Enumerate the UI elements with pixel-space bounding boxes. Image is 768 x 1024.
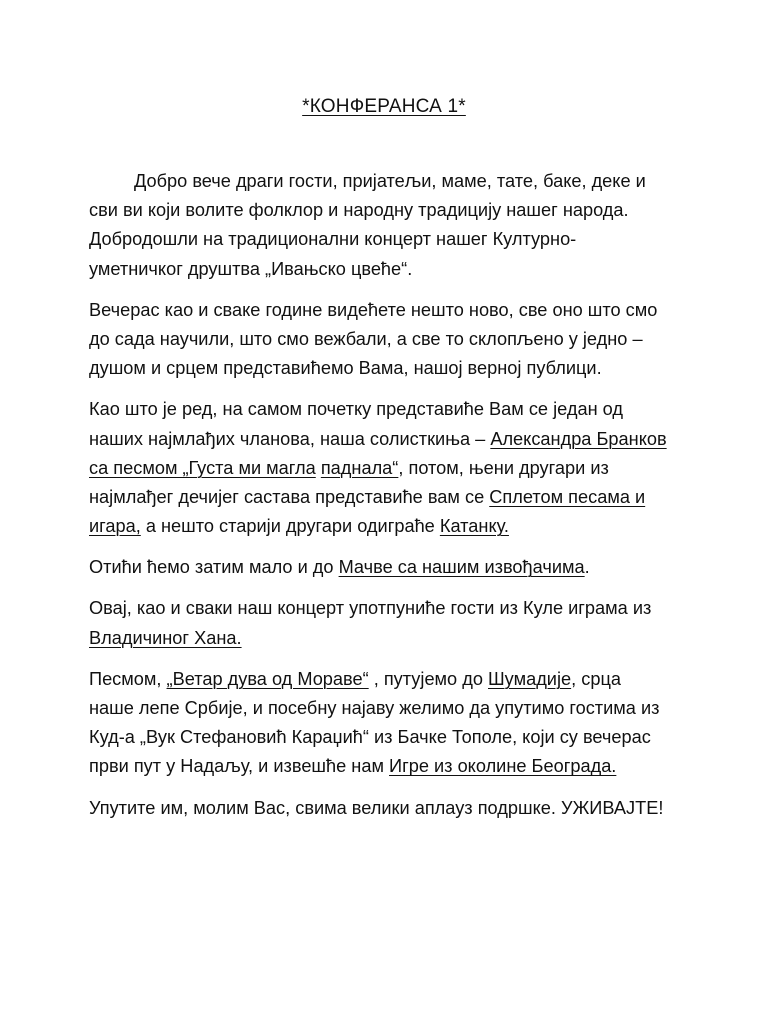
text-line: Овај, као и сваки наш концерт употпуниће гости из Куле играма из — [89, 598, 652, 619]
song-title-part: са песмом „Густа ми магла — [89, 457, 316, 478]
text-line: наших најмлађих чланова, наша солисткиња – Александра Бранков — [89, 428, 667, 449]
text-line: до сада научили, што смо вежбали, а све то склопљено у једно – — [89, 328, 643, 349]
paragraph-tonight — [89, 296, 689, 384]
document-title: *КОНФЕРАНСА 1* — [302, 96, 466, 117]
paragraph-greeting — [89, 167, 689, 284]
paragraph-youngest-members — [89, 395, 689, 541]
performance-title: игара, — [89, 516, 141, 537]
text-line: Добродошли на традиционални концерт нашег Културно- — [89, 229, 577, 250]
region-name: Шумадије — [488, 668, 572, 689]
paragraph-macva — [89, 553, 689, 582]
text-line: најмлађег дечијег састава представиће вам се Сплетом песама и — [89, 486, 646, 507]
text-line: Као што је ред, на самом почетку представиће Вам се један од — [89, 399, 624, 420]
text-line: Добро вече драги гости, пријатељи, маме, тате, баке, деке и — [134, 171, 646, 191]
performer-name: Александра Бранков — [490, 428, 667, 449]
text-line — [89, 624, 689, 653]
paragraph-applause — [89, 794, 689, 823]
text-line: са песмом „Густа ми магла паднала“, потом, њени другари из — [89, 457, 609, 478]
performance-title: Сплетом песама и — [489, 486, 646, 507]
performance-title: Игре из околине Београда. — [389, 756, 617, 777]
performance-title: Владичиног Хана. — [89, 627, 242, 648]
text-line: сви ви који волите фолклор и народну традицију нашег народа. — [89, 200, 629, 221]
text-line: наше лепе Србије, и посебну најаву желимо да упутимо гостима из — [89, 698, 660, 718]
song-title: „Ветар дува од Мораве“ — [166, 668, 369, 689]
document-body — [89, 167, 689, 835]
performance-title: Мачве са нашим извођачима — [338, 557, 585, 578]
song-title-part: паднала“ — [320, 457, 399, 478]
text-line: Куд-а „Вук Стефановић Караџић“ из Бачке Тополе, који су вечерас — [89, 727, 651, 748]
text-line: Песмом, „Ветар дува од Мораве“ , путујемо до Шумадије, срца — [89, 668, 621, 689]
text-line: Отићи ћемо затим мало и до Мачве са нашим извођачима. — [89, 557, 590, 578]
paragraph-sumadija — [89, 665, 689, 782]
text-line: игара, а нешто старији другари одиграће Катанку. — [89, 516, 509, 537]
text-line: Упутите им, молим Вас, свима велики аплауз подршке. УЖИВАЈТЕ! — [89, 797, 664, 818]
performance-title: Катанку. — [439, 516, 509, 537]
text-line: Вечерас као и сваке године видећете нешто ново, све оно што смо — [89, 299, 658, 320]
text-line: уметничког друштва „Ивањско цвеће“. — [89, 258, 413, 279]
text-line: душом и срцем представићемо Вама, нашој верној публици. — [89, 358, 602, 379]
paragraph-guests-kula — [89, 594, 689, 652]
text-line: први пут у Надаљу, и извешће нам Игре из околине Београда. — [89, 756, 617, 777]
